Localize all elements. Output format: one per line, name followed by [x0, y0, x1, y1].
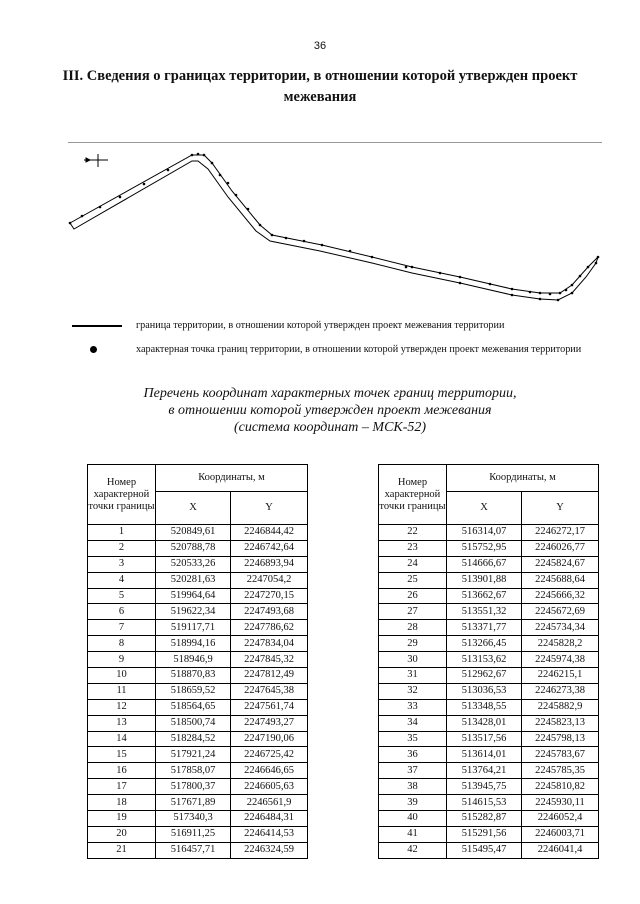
cell-point-number: 1 — [88, 525, 156, 541]
cell-x: 518659,52 — [156, 683, 231, 699]
header-y: Y — [231, 492, 308, 525]
table-row — [379, 763, 599, 779]
cell-x: 513945,75 — [447, 779, 522, 795]
cell-y: 2245785,35 — [522, 763, 599, 779]
legend-point-label: характерная точка границ территории, в отношении которой утвержден проект межевания территории — [136, 344, 582, 355]
legend-boundary-line — [72, 325, 122, 327]
cell-point-number: 15 — [88, 747, 156, 763]
cell-x: 513153,62 — [447, 652, 522, 668]
cell-x: 520281,63 — [156, 572, 231, 588]
cell-point-number: 34 — [379, 715, 447, 731]
cell-x: 513662,67 — [447, 588, 522, 604]
cell-x: 513517,56 — [447, 731, 522, 747]
cell-x: 519117,71 — [156, 620, 231, 636]
cell-y: 2247845,32 — [231, 652, 308, 668]
cell-point-number: 25 — [379, 572, 447, 588]
table-row — [379, 699, 599, 715]
cell-point-number: 41 — [379, 826, 447, 842]
header-coordinates: Координаты, м — [447, 465, 599, 492]
cell-x: 518946,9 — [156, 652, 231, 668]
table-row — [88, 668, 308, 684]
cell-point-number: 20 — [88, 826, 156, 842]
cell-x: 520788,78 — [156, 540, 231, 556]
cell-y: 2245798,13 — [522, 731, 599, 747]
cell-y: 2247645,38 — [231, 683, 308, 699]
caption-line-3: (система координат – МСК-52) — [233, 420, 427, 435]
cell-y: 2247834,04 — [231, 636, 308, 652]
cell-x: 515291,56 — [447, 826, 522, 842]
table-row — [379, 842, 599, 858]
table-row — [88, 588, 308, 604]
characteristic-points — [69, 153, 600, 302]
table-row — [379, 683, 599, 699]
coordinates-table-left — [87, 464, 308, 859]
cell-x: 520849,61 — [156, 525, 231, 541]
cell-x: 516911,25 — [156, 826, 231, 842]
cell-point-number: 40 — [379, 811, 447, 827]
table-row — [379, 620, 599, 636]
cell-y: 2246893,94 — [231, 556, 308, 572]
cell-y: 2246605,63 — [231, 779, 308, 795]
cell-point-number: 9 — [88, 652, 156, 668]
table-row — [379, 795, 599, 811]
page-number: 36 — [313, 40, 327, 52]
table-row — [379, 826, 599, 842]
cell-point-number: 21 — [88, 842, 156, 858]
cell-point-number: 6 — [88, 604, 156, 620]
cell-point-number: 23 — [379, 540, 447, 556]
table-row — [379, 811, 599, 827]
cell-y: 2246003,71 — [522, 826, 599, 842]
table-row — [88, 525, 308, 541]
cell-point-number: 27 — [379, 604, 447, 620]
table-row — [379, 715, 599, 731]
table-row — [379, 556, 599, 572]
territory-boundary-map — [60, 143, 605, 315]
cell-y: 2246272,17 — [522, 525, 599, 541]
cell-y: 2245810,82 — [522, 779, 599, 795]
header-x: X — [156, 492, 231, 525]
cell-x: 517800,37 — [156, 779, 231, 795]
header-x: X — [447, 492, 522, 525]
cell-point-number: 13 — [88, 715, 156, 731]
cell-point-number: 19 — [88, 811, 156, 827]
north-arrow-icon — [84, 154, 108, 167]
caption-line-2: в отношении которой утвержден проект межевания — [168, 403, 492, 418]
table-row — [88, 795, 308, 811]
table-row — [379, 525, 599, 541]
cell-point-number: 4 — [88, 572, 156, 588]
cell-x: 513614,01 — [447, 747, 522, 763]
cell-point-number: 2 — [88, 540, 156, 556]
cell-y: 2247270,15 — [231, 588, 308, 604]
table-row — [88, 540, 308, 556]
cell-y: 2246561,9 — [231, 795, 308, 811]
table-row — [88, 636, 308, 652]
table-row — [88, 763, 308, 779]
cell-y: 2245734,34 — [522, 620, 599, 636]
cell-x: 513348,55 — [447, 699, 522, 715]
table-row — [379, 731, 599, 747]
cell-y: 2246646,65 — [231, 763, 308, 779]
caption-line-1: Перечень координат характерных точек границ территории, — [143, 386, 517, 401]
cell-point-number: 10 — [88, 668, 156, 684]
table-row — [88, 779, 308, 795]
table-row — [88, 699, 308, 715]
cell-y: 2246742,64 — [231, 540, 308, 556]
cell-x: 513371,77 — [447, 620, 522, 636]
cell-x: 514615,53 — [447, 795, 522, 811]
cell-x: 514666,67 — [447, 556, 522, 572]
cell-x: 516314,07 — [447, 525, 522, 541]
cell-y: 2246414,53 — [231, 826, 308, 842]
cell-y: 2246844,42 — [231, 525, 308, 541]
cell-y: 2246484,31 — [231, 811, 308, 827]
cell-y: 2247054,2 — [231, 572, 308, 588]
cell-x: 513428,01 — [447, 715, 522, 731]
cell-point-number: 33 — [379, 699, 447, 715]
table-row — [88, 731, 308, 747]
table-row — [379, 540, 599, 556]
cell-y: 2246273,38 — [522, 683, 599, 699]
cell-y: 2247493,68 — [231, 604, 308, 620]
cell-y: 2245823,13 — [522, 715, 599, 731]
cell-x: 513036,53 — [447, 683, 522, 699]
cell-x: 515495,47 — [447, 842, 522, 858]
cell-point-number: 31 — [379, 668, 447, 684]
cell-point-number: 12 — [88, 699, 156, 715]
cell-x: 518994,16 — [156, 636, 231, 652]
cell-point-number: 8 — [88, 636, 156, 652]
cell-x: 513266,45 — [447, 636, 522, 652]
cell-point-number: 3 — [88, 556, 156, 572]
table-row — [379, 588, 599, 604]
table-row — [379, 668, 599, 684]
cell-y: 2245672,69 — [522, 604, 599, 620]
cell-x: 518564,65 — [156, 699, 231, 715]
cell-y: 2246215,1 — [522, 668, 599, 684]
cell-y: 2247190,06 — [231, 731, 308, 747]
cell-point-number: 11 — [88, 683, 156, 699]
cell-x: 513764,21 — [447, 763, 522, 779]
cell-y: 2247786,62 — [231, 620, 308, 636]
table-row — [379, 572, 599, 588]
cell-point-number: 5 — [88, 588, 156, 604]
cell-x: 518870,83 — [156, 668, 231, 684]
cell-x: 519964,64 — [156, 588, 231, 604]
cell-y: 2247812,49 — [231, 668, 308, 684]
cell-x: 518500,74 — [156, 715, 231, 731]
table-row — [379, 779, 599, 795]
cell-x: 513551,32 — [447, 604, 522, 620]
header-point-number: Номер характерной точки границы — [88, 465, 156, 525]
cell-point-number: 22 — [379, 525, 447, 541]
table-row — [88, 842, 308, 858]
cell-x: 515752,95 — [447, 540, 522, 556]
cell-y: 2245974,38 — [522, 652, 599, 668]
table-row — [379, 747, 599, 763]
cell-x: 517858,07 — [156, 763, 231, 779]
cell-y: 2247493,27 — [231, 715, 308, 731]
cell-y: 2245688,64 — [522, 572, 599, 588]
table-caption — [60, 385, 600, 436]
cell-point-number: 16 — [88, 763, 156, 779]
cell-y: 2245783,67 — [522, 747, 599, 763]
cell-point-number: 29 — [379, 636, 447, 652]
legend-boundary-label: граница территории, в отношении которой утвержден проект межевания территории — [136, 320, 505, 331]
table-row — [88, 556, 308, 572]
legend-point-marker — [90, 346, 97, 353]
table-row — [88, 683, 308, 699]
cell-x: 517671,89 — [156, 795, 231, 811]
cell-point-number: 39 — [379, 795, 447, 811]
cell-point-number: 38 — [379, 779, 447, 795]
table-row — [88, 620, 308, 636]
cell-x: 513901,88 — [447, 572, 522, 588]
cell-point-number: 24 — [379, 556, 447, 572]
cell-point-number: 37 — [379, 763, 447, 779]
cell-y: 2245824,67 — [522, 556, 599, 572]
cell-y: 2246052,4 — [522, 811, 599, 827]
cell-point-number: 36 — [379, 747, 447, 763]
header-point-number: Номер характерной точки границы — [379, 465, 447, 525]
cell-x: 515282,87 — [447, 811, 522, 827]
cell-point-number: 35 — [379, 731, 447, 747]
cell-y: 2246725,42 — [231, 747, 308, 763]
table-row — [379, 636, 599, 652]
cell-y: 2246041,4 — [522, 842, 599, 858]
cell-x: 517340,3 — [156, 811, 231, 827]
coordinates-table-right — [378, 464, 599, 859]
table-row — [379, 652, 599, 668]
cell-x: 519622,34 — [156, 604, 231, 620]
cell-y: 2246324,59 — [231, 842, 308, 858]
table-row — [379, 604, 599, 620]
cell-x: 517921,24 — [156, 747, 231, 763]
cell-point-number: 17 — [88, 779, 156, 795]
cell-point-number: 42 — [379, 842, 447, 858]
cell-point-number: 30 — [379, 652, 447, 668]
table-row — [88, 652, 308, 668]
header-y: Y — [522, 492, 599, 525]
cell-x: 512962,67 — [447, 668, 522, 684]
cell-point-number: 7 — [88, 620, 156, 636]
cell-y: 2246026,77 — [522, 540, 599, 556]
cell-y: 2245882,9 — [522, 699, 599, 715]
cell-point-number: 26 — [379, 588, 447, 604]
cell-point-number: 14 — [88, 731, 156, 747]
table-row — [88, 811, 308, 827]
table-row — [88, 747, 308, 763]
table-row — [88, 715, 308, 731]
cell-x: 516457,71 — [156, 842, 231, 858]
cell-point-number: 18 — [88, 795, 156, 811]
cell-x: 520533,26 — [156, 556, 231, 572]
cell-y: 2247561,74 — [231, 699, 308, 715]
cell-point-number: 32 — [379, 683, 447, 699]
cell-y: 2245666,32 — [522, 588, 599, 604]
table-row — [88, 826, 308, 842]
cell-x: 518284,52 — [156, 731, 231, 747]
table-row — [88, 572, 308, 588]
cell-y: 2245930,11 — [522, 795, 599, 811]
territory-boundary-outline — [70, 155, 598, 300]
section-heading: III. Сведения о границах территории, в отношении которой утвержден проект межевания — [62, 68, 578, 105]
header-coordinates: Координаты, м — [156, 465, 308, 492]
cell-point-number: 28 — [379, 620, 447, 636]
table-row — [88, 604, 308, 620]
cell-y: 2245828,2 — [522, 636, 599, 652]
